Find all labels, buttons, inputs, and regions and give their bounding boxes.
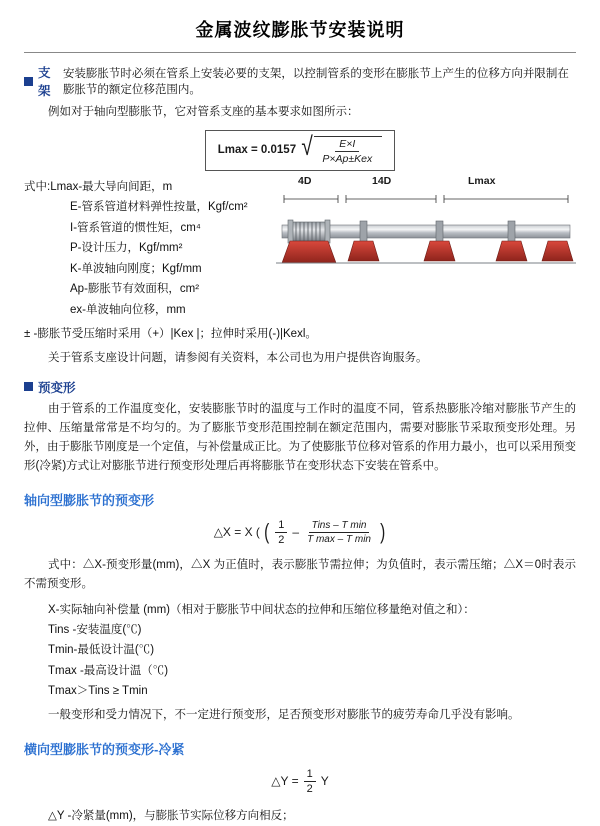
- formula-dy-rhs: Y: [320, 774, 329, 789]
- contact-note: 关于管系支座设计问题，请参阅有关资料，本公司也为用户提供咨询服务。: [48, 351, 428, 364]
- legend-item-5: Ap-膨胀节有效面积，cm²: [70, 283, 200, 296]
- formula-dy-lhs: △Y =: [271, 774, 299, 789]
- diagram-label-4d: 4D: [298, 174, 312, 187]
- section-heading-lateral: 横向型膨胀节的预变形-冷紧: [24, 741, 185, 757]
- section-lateral-note: △Y -冷紧量(mm)，与膨胀节实际位移方向相反；: [48, 809, 294, 822]
- section-bracket-intro: 安装膨胀节时必须在管系上安装必要的支架，以控制管系的变形在膨胀节上产生的位移方向并限制在膨胀节的额定位移范围内。: [62, 68, 569, 96]
- formula-dx-frac: [304, 520, 374, 545]
- formula-delta-x: [24, 519, 576, 546]
- radical-sign-icon: √: [301, 130, 313, 161]
- legend-list: [24, 177, 286, 320]
- square-bullet-icon: [24, 77, 33, 86]
- formula-lmax-radical: [300, 130, 382, 165]
- formula-dx-half-num: 1: [275, 519, 287, 533]
- formula-lmax-box: [205, 130, 395, 171]
- section-heading-bracket: [24, 63, 576, 99]
- formula-lmax-denominator: P×Ap±Kex: [322, 152, 373, 165]
- section-heading-predeform-label: 预变形: [38, 380, 76, 395]
- axial-item-0: X-实际轴向补偿量 (mm)（相对于膨胀节中间状态的拉伸和压缩位移量绝对值之和）：: [48, 603, 475, 616]
- legend-item-1: E-管系管道材料弹性按量，Kgf/cm²: [70, 201, 248, 214]
- formula-dx-half: [275, 519, 287, 546]
- formula-delta-y: [24, 768, 576, 795]
- legend-item-7: ± -膨胀节受压缩时采用（+）|Kex |；拉伸时采用(-)|Kexl。: [24, 328, 317, 341]
- legend-item-2: I-管系管道的惯性矩，cm⁴: [70, 221, 201, 234]
- pipe-support-diagram: [276, 175, 576, 293]
- legend-item-6: ex-单波轴向位移，mm: [70, 303, 186, 316]
- legend-item-4: K-单波轴向刚度；Kgf/mm: [70, 262, 202, 275]
- formula-dy-frac-den: 2: [306, 782, 313, 795]
- axial-item-2: Tmin-最低设计温(℃): [48, 644, 155, 657]
- legend-item-3: P-设计压力，Kgf/mm²: [70, 242, 183, 255]
- formula-dx-frac-den: T max – T min: [307, 533, 371, 545]
- diagram-label-14d: 14D: [372, 174, 392, 187]
- legend-item-0: 式中:Lmax-最大导向间距，m: [24, 180, 173, 193]
- section-heading-bracket-label: 支架: [38, 66, 51, 98]
- formula-dy-frac: [304, 768, 316, 795]
- formula-lmax-lhs: Lmax = 0.0157: [217, 144, 297, 157]
- formula-dy-frac-num: 1: [304, 768, 316, 782]
- section-axial-where: 式中：△X-预变形量(mm)，△X 为正值时，表示膨胀节需拉伸；为负值时，表示需压缩；△X＝0时表示不需预变形。: [24, 558, 576, 590]
- formula-dx-minus: –: [292, 525, 300, 540]
- formula-dx-lhs: △X = X (: [213, 525, 260, 540]
- formula-dx-rparen: ): [380, 519, 386, 545]
- axial-item-3: Tmax -最高设计温（℃): [48, 664, 169, 677]
- section-axial-note: 一般变形和受力情况下，不一定进行预变形，足否预变形对膨胀节的疲劳寿命几乎没有影响。: [48, 708, 520, 721]
- section-bracket-para2: 例如对于轴向型膨胀节，它对管系支座的基本要求如图所示：: [48, 106, 359, 118]
- formula-dx-frac-num: Tins – T min: [309, 520, 370, 533]
- diagram-svg: [276, 191, 576, 291]
- formula-dx-half-den: 2: [278, 533, 285, 546]
- diagram-label-lmax: Lmax: [468, 174, 496, 187]
- page-title: 金属波纹膨胀节安装说明: [195, 20, 405, 40]
- formula-lmax-numerator: E×I: [335, 138, 359, 152]
- square-bullet-icon-2: [24, 382, 33, 391]
- axial-items-list: [24, 600, 576, 702]
- formula-lmax: [24, 130, 576, 171]
- section-predeform-para: 由于管系的工作温度变化，安装膨胀节时的温度与工作时的温度不同，管系热膨胀冷缩对膨胀节产生的拉伸、压缩量常常是不均匀的。为了膨胀节变形范围控制在额定范围内，需要对膨胀节采取预变形处理。另外，由于膨胀节刚度是一个定值，与补偿量成正比。为了使膨胀节位移对管系的作用力最小，也可以采用预变形(冷紧)方式让对膨胀节进行预变形处理后再将膨胀节在变形状态下安装在管系中。: [24, 402, 576, 472]
- section-heading-axial: 轴向型膨胀节的预变形: [24, 492, 155, 508]
- title-divider: [24, 52, 576, 53]
- legend-note-wrap: [24, 324, 576, 344]
- section-heading-predeform: [24, 378, 576, 396]
- axial-item-4: Tmax＞Tins ≥ Tmin: [48, 685, 148, 698]
- axial-item-1: Tins -安装温度(℃): [48, 623, 142, 636]
- formula-dx-lparen: (: [264, 519, 270, 545]
